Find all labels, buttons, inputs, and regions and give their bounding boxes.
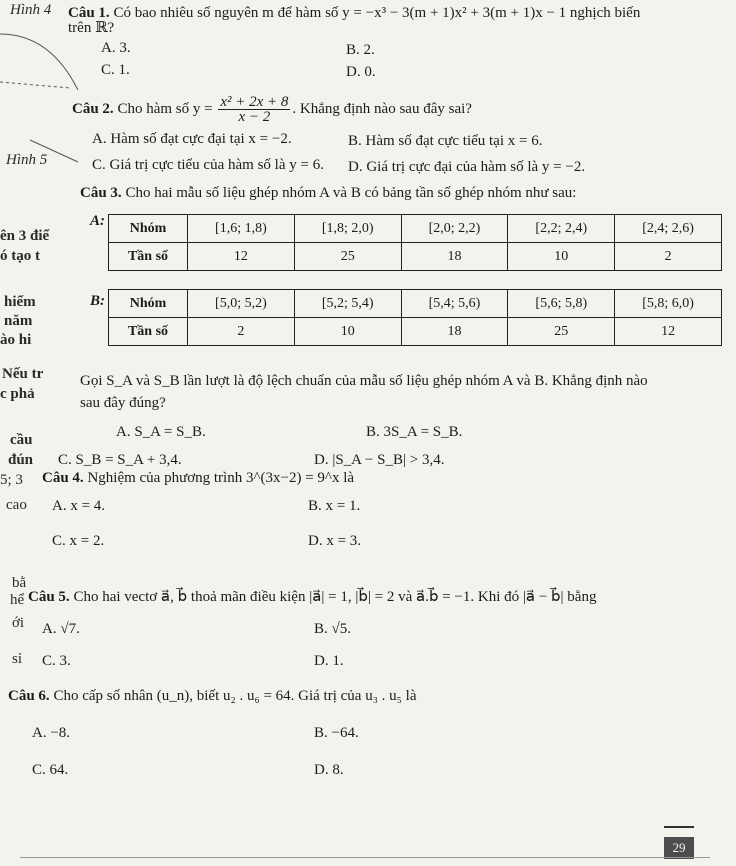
table-cell: [1,8; 2,0)	[294, 215, 401, 243]
question-3-label: Câu 3.	[80, 185, 122, 201]
margin-fragment: ào hi	[0, 332, 32, 348]
table-cell: 18	[401, 243, 508, 271]
table-a-frequency-row	[109, 243, 722, 271]
q2-option-c[interactable]: C. Giá trị cực tiểu của hàm số là y = 6.	[92, 157, 324, 173]
q3-option-c[interactable]: C. S_B = S_A + 3,4.	[58, 452, 182, 468]
question-6-text: Cho cấp số nhân (u_n), biết u₂ . u₆ = 64. Giá trị của u₃ . u₅ là	[53, 688, 417, 704]
q6-option-c[interactable]: C. 64.	[32, 762, 69, 778]
question-3-prompt-cont: sau đây đúng?	[80, 395, 166, 411]
q5-option-c[interactable]: C. 3.	[42, 653, 71, 669]
q6-option-d[interactable]: D. 8.	[314, 762, 344, 778]
question-1-text-cont: trên ℝ?	[68, 20, 115, 36]
fraction-numerator: x² + 2x + 8	[220, 94, 289, 111]
table-cell: 12	[615, 318, 722, 346]
margin-fragment: bằ	[12, 575, 27, 591]
question-6	[8, 687, 417, 705]
question-3	[80, 184, 576, 202]
table-a-tag: A:	[90, 213, 105, 229]
q5-option-d[interactable]: D. 1.	[314, 653, 344, 669]
question-1-text: Có bao nhiêu số nguyên m để hàm số y = −x³ − 3(m + 1)x² + 3(m + 1)x − 1 nghịch biến	[113, 5, 641, 21]
q3-option-d[interactable]: D. |S_A − S_B| > 3,4.	[314, 452, 445, 468]
q2-option-a[interactable]: A. Hàm số đạt cực đại tại x = −2.	[92, 131, 292, 147]
table-cell: 12	[188, 243, 295, 271]
margin-fragment: năm	[4, 313, 33, 329]
margin-fragment: ên 3 điể	[0, 228, 50, 244]
table-cell: [1,6; 1,8)	[188, 215, 295, 243]
table-cell: Tần số	[109, 318, 188, 346]
table-cell: 25	[508, 318, 615, 346]
question-1	[68, 4, 640, 22]
question-4-label: Câu 4.	[42, 470, 84, 486]
question-5-label: Câu 5.	[28, 589, 70, 605]
table-cell: 10	[508, 243, 615, 271]
table-cell: [2,2; 2,4)	[508, 215, 615, 243]
page-number: 29	[664, 837, 694, 859]
margin-fragment: cầu	[10, 432, 33, 448]
q3-option-b[interactable]: B. 3S_A = S_B.	[366, 424, 463, 440]
question-5	[28, 588, 596, 606]
figure-label-hinh5: Hình 5	[6, 152, 48, 168]
q6-option-a[interactable]: A. −8.	[32, 725, 71, 741]
margin-fragment: Nếu tr	[2, 366, 44, 382]
margin-fragment: c phả	[0, 386, 35, 402]
question-2-fraction	[218, 95, 290, 124]
fraction-denominator: x − 2	[238, 109, 271, 126]
question-2-rest: . Khẳng định nào sau đây sai?	[292, 101, 472, 117]
table-cell: [2,0; 2,2)	[401, 215, 508, 243]
question-6-label: Câu 6.	[8, 688, 50, 704]
table-b-tag: B:	[90, 293, 105, 309]
table-b-frequency-row	[109, 318, 722, 346]
q1-option-c[interactable]: C. 1.	[101, 62, 130, 78]
table-cell: Nhóm	[109, 215, 188, 243]
q4-option-c[interactable]: C. x = 2.	[52, 533, 105, 549]
footer-divider	[20, 857, 710, 858]
q4-option-a[interactable]: A. x = 4.	[52, 498, 106, 514]
q4-option-b[interactable]: B. x = 1.	[308, 498, 361, 514]
q3-option-a[interactable]: A. S_A = S_B.	[116, 424, 206, 440]
table-cell: 25	[294, 243, 401, 271]
table-b	[108, 289, 722, 346]
margin-fragment: đún	[8, 452, 34, 468]
question-4	[42, 469, 354, 487]
margin-fragment: ó tạo t	[0, 248, 40, 264]
table-a-header-row	[109, 215, 722, 243]
table-a	[108, 214, 722, 271]
margin-fragment: ới	[12, 615, 25, 631]
table-cell: Tần số	[109, 243, 188, 271]
table-cell: 10	[294, 318, 401, 346]
table-cell: [5,4; 5,6)	[401, 290, 508, 318]
margin-fragment: cao	[6, 497, 27, 513]
q4-option-d[interactable]: D. x = 3.	[308, 533, 362, 549]
margin-fragment: 5; 3	[0, 472, 23, 488]
q1-option-b[interactable]: B. 2.	[346, 42, 375, 58]
q2-option-d[interactable]: D. Giá trị cực đại của hàm số là y = −2.	[348, 159, 586, 175]
page-number-rule	[664, 826, 694, 828]
question-2	[72, 94, 472, 124]
question-3-text: Cho hai mẫu số liệu ghép nhóm A và B có bảng tần số ghép nhóm như sau:	[125, 185, 577, 201]
q5-option-a[interactable]: A. √7.	[42, 621, 80, 637]
margin-fragment: hiểm	[4, 294, 36, 310]
table-cell: [2,4; 2,6)	[615, 215, 722, 243]
table-cell: 2	[188, 318, 295, 346]
table-cell: [5,8; 6,0)	[615, 290, 722, 318]
table-b-header-row	[109, 290, 722, 318]
table-cell: Nhóm	[109, 290, 188, 318]
table-cell: 18	[401, 318, 508, 346]
q1-option-a[interactable]: A. 3.	[101, 40, 131, 56]
question-3-prompt: Gọi S_A và S_B lần lượt là độ lệch chuẩn của mẫu số liệu ghép nhóm A và B. Khẳng định nào	[80, 373, 648, 389]
q5-option-b[interactable]: B. √5.	[314, 621, 351, 637]
q1-option-d[interactable]: D. 0.	[346, 64, 376, 80]
table-cell: [5,2; 5,4)	[294, 290, 401, 318]
figure-label-hinh4: Hình 4	[10, 2, 52, 18]
question-2-intro: Cho hàm số y =	[117, 101, 213, 117]
question-4-text: Nghiệm của phương trình 3^(3x−2) = 9^x là	[87, 470, 355, 486]
question-5-text: Cho hai vectơ a⃗, b⃗ thoả mãn điều kiện |a⃗| = 1, |b⃗| = 2 và a⃗.b⃗ = −1. Khi đó |a⃗ − b⃗| bằng	[73, 589, 597, 605]
figure-curve-fragment	[0, 30, 80, 170]
q2-option-b[interactable]: B. Hàm số đạt cực tiểu tại x = 6.	[348, 133, 543, 149]
question-2-label: Câu 2.	[72, 101, 114, 117]
question-1-label: Câu 1.	[68, 5, 110, 21]
table-cell: [5,0; 5,2)	[188, 290, 295, 318]
table-cell: 2	[615, 243, 722, 271]
margin-fragment: hể	[10, 592, 25, 608]
table-cell: [5,6; 5,8)	[508, 290, 615, 318]
q6-option-b[interactable]: B. −64.	[314, 725, 359, 741]
margin-fragment: sỉ	[12, 651, 23, 667]
